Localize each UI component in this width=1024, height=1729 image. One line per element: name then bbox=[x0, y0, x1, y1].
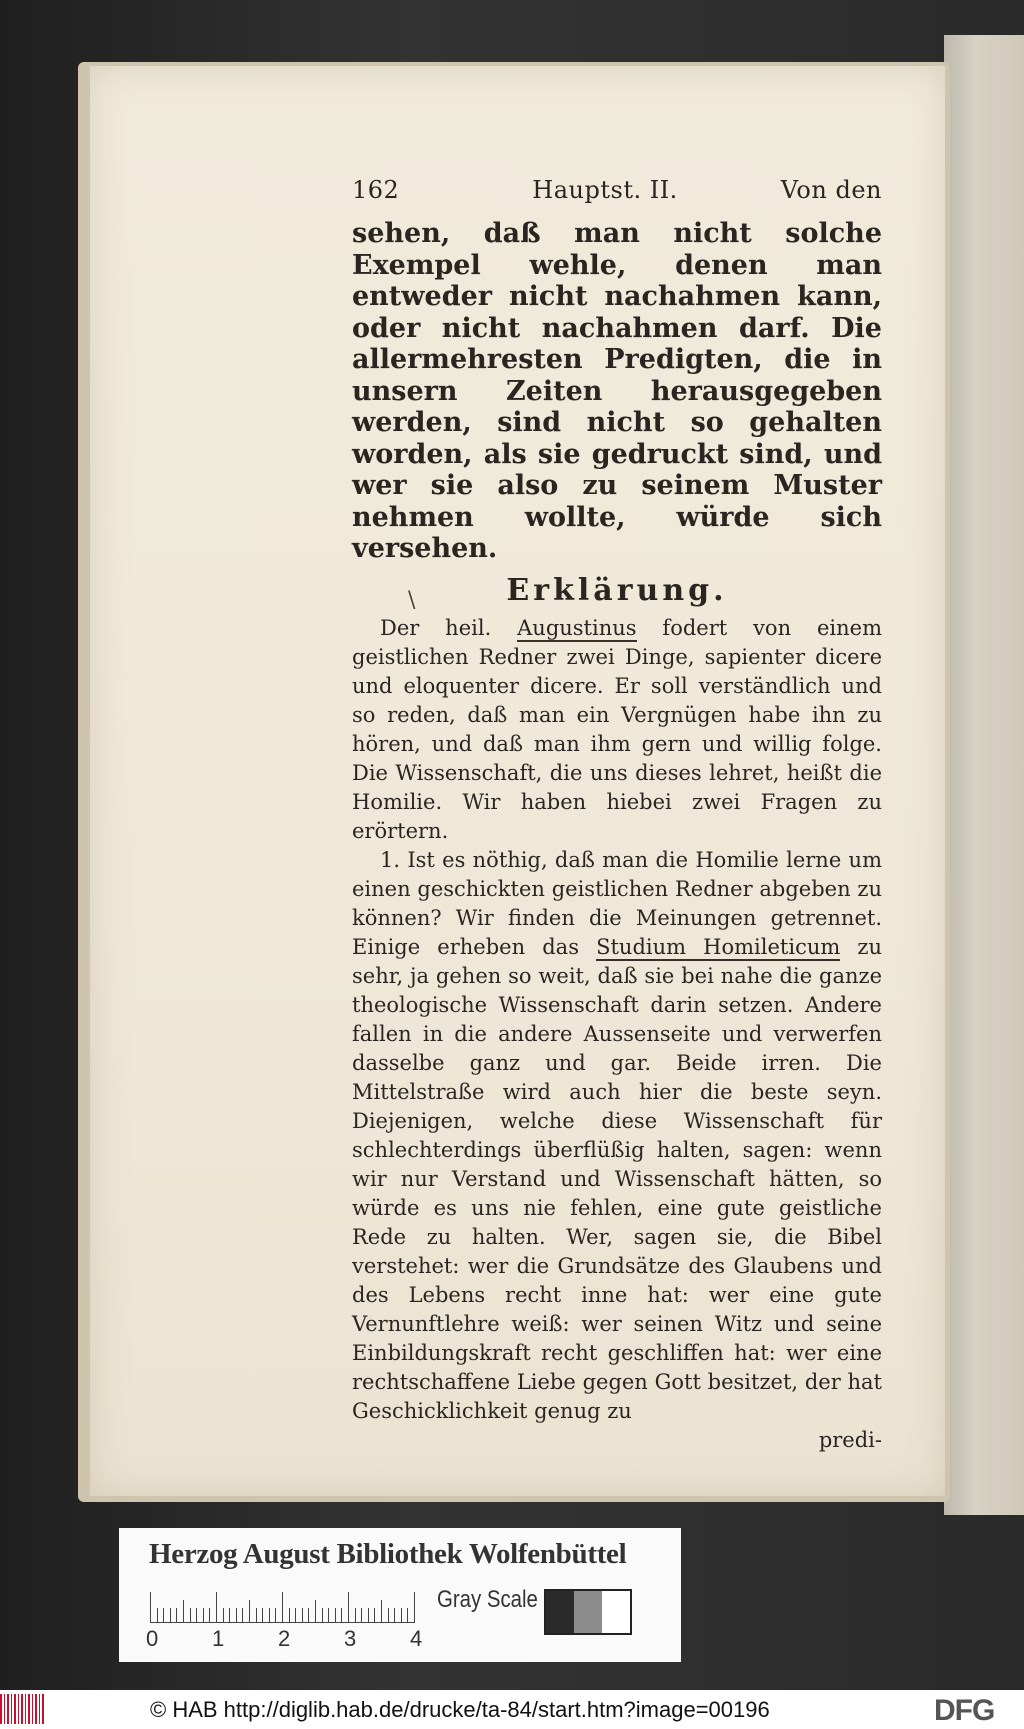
gray-swatch-mid bbox=[574, 1591, 602, 1633]
ruler-number: 3 bbox=[344, 1626, 357, 1651]
ruler bbox=[150, 1592, 415, 1623]
ruler-tick bbox=[203, 1608, 204, 1622]
underlined-augustinus: Augustinus bbox=[517, 615, 637, 640]
ruler-number: 4 bbox=[410, 1626, 423, 1651]
running-header bbox=[352, 176, 882, 204]
ruler-tick bbox=[223, 1608, 224, 1622]
ruler-tick bbox=[414, 1592, 415, 1622]
ruler-tick bbox=[394, 1608, 395, 1622]
ruler-tick bbox=[209, 1608, 210, 1622]
margin-mark: \ bbox=[408, 588, 416, 613]
ruler-tick bbox=[322, 1608, 323, 1622]
library-title: Herzog August Bibliothek Wolfenbüttel bbox=[149, 1538, 627, 1570]
ruler-tick bbox=[150, 1592, 151, 1622]
ruler-tick bbox=[355, 1608, 356, 1622]
ruler-tick bbox=[216, 1592, 217, 1622]
section-heading: Erklärung. bbox=[506, 572, 728, 608]
ruler-number: 1 bbox=[212, 1626, 225, 1651]
ruler-tick bbox=[242, 1608, 243, 1622]
ruler-tick bbox=[368, 1608, 369, 1622]
library-color-strip bbox=[119, 1528, 681, 1662]
footer-url[interactable]: © HAB http://diglib.hab.de/drucke/ta-84/start.htm?image=00196 bbox=[150, 1697, 770, 1722]
ruler-number: 2 bbox=[278, 1626, 291, 1651]
hab-logo-icon bbox=[0, 1694, 46, 1724]
ruler-tick bbox=[269, 1608, 270, 1622]
intro-paragraph: sehen, daß man nicht solche Exempel wehle, denen man entweder nicht nachahmen kann, oder nicht nachahmen darf. Die allermehresten Predigten, die in unsern Zeiten herausgegeben werden, sind nicht so gehalten worden, als sie gedruckt sind, und wer sie also zu seinem Muster nehmen wollte, würde sich versehen. bbox=[352, 218, 882, 564]
page-number: 162 bbox=[352, 176, 400, 204]
ruler-tick bbox=[341, 1608, 342, 1622]
gray-swatch-light bbox=[602, 1591, 630, 1633]
gray-swatch-dark bbox=[546, 1591, 574, 1633]
ruler-tick bbox=[361, 1608, 362, 1622]
ruler-tick bbox=[401, 1608, 402, 1622]
ruler-tick bbox=[381, 1600, 382, 1622]
ruler-tick bbox=[262, 1608, 263, 1622]
ruler-tick bbox=[157, 1608, 158, 1622]
ruler-tick bbox=[328, 1608, 329, 1622]
ruler-tick bbox=[282, 1592, 283, 1622]
ruler-tick bbox=[163, 1608, 164, 1622]
text-block bbox=[352, 176, 882, 1452]
paragraph: 1. Ist es nöthig, daß man die Homilie lerne um einen geschickten geistlichen Redner abgeben zu können? Wir finden die Meinungen getrennet. Einige erheben das Studium Homileticum zu sehr, ja gehen so weit, daß sie bei nahe die ganze theologische Wissenschaft darin setzen. Andere fallen in die andere Aussenseite und verwerfen dasselbe ganz und gar. Beide irren. Die Mittelstraße wird auch hier die beste seyn. Diejenigen, welche diese Wissenschaft für schlechterdings überflüßig halten, sagen: wenn wir nur Verstand und Wissenschaft hätten, so würde es uns nie fehlen, eine gute geistliche Rede zu halten. Wer, sagen sie, die Bibel verstehet: wer die Grundsätze des Glaubens und des Lebens recht inne hat: wer eine gute Vernunftlehre weiß: wer seinen Witz und seine Einbildungskraft recht geschliffen hat: wer eine rechtschaffene Liebe gegen Gott besitzet, der hat Geschicklichkeit genug zu bbox=[352, 847, 882, 1423]
ruler-tick bbox=[275, 1608, 276, 1622]
ruler-tick bbox=[308, 1608, 309, 1622]
paragraph: Der heil. Augustinus fodert von einem geistlichen Redner zwei Dinge, sapienter dicere und eloquenter dicere. Er soll verständlich und so reden, daß man ein Vergnügen habe ihn zu hören, und daß man ihm gern und willig folge. Die Wissenschaft, die uns dieses lehret, heißt die Homilie. Wir haben hiebei zwei Fragen zu erörtern. bbox=[352, 615, 882, 843]
footer-bar bbox=[0, 1690, 1024, 1729]
book-page bbox=[90, 66, 945, 1496]
running-title: Von den bbox=[780, 176, 882, 204]
ruler-tick bbox=[289, 1608, 290, 1622]
ruler-tick bbox=[302, 1608, 303, 1622]
ruler-tick bbox=[170, 1608, 171, 1622]
ruler-tick bbox=[335, 1608, 336, 1622]
ruler-tick bbox=[190, 1608, 191, 1622]
ruler-tick bbox=[315, 1600, 316, 1622]
ruler-tick bbox=[229, 1608, 230, 1622]
gray-scale-label: Gray Scale bbox=[437, 1586, 538, 1613]
chapter-label: Hauptst. II. bbox=[532, 176, 678, 204]
ruler-number: 0 bbox=[146, 1626, 159, 1651]
underlined-studium: Studium Homileticum bbox=[596, 934, 841, 959]
ruler-tick bbox=[249, 1600, 250, 1622]
ruler-tick bbox=[348, 1592, 349, 1622]
dfg-logo: DFG bbox=[934, 1694, 995, 1727]
ruler-tick bbox=[388, 1608, 389, 1622]
adjacent-page bbox=[944, 35, 1024, 1515]
ruler-tick bbox=[196, 1608, 197, 1622]
catchword: predi- bbox=[818, 1427, 882, 1452]
ruler-tick bbox=[407, 1608, 408, 1622]
ruler-tick bbox=[374, 1608, 375, 1622]
ruler-tick bbox=[256, 1608, 257, 1622]
ruler-tick bbox=[236, 1608, 237, 1622]
ruler-tick bbox=[295, 1608, 296, 1622]
gray-scale-swatch bbox=[544, 1589, 632, 1635]
ruler-tick bbox=[176, 1608, 177, 1622]
ruler-tick bbox=[183, 1600, 184, 1622]
